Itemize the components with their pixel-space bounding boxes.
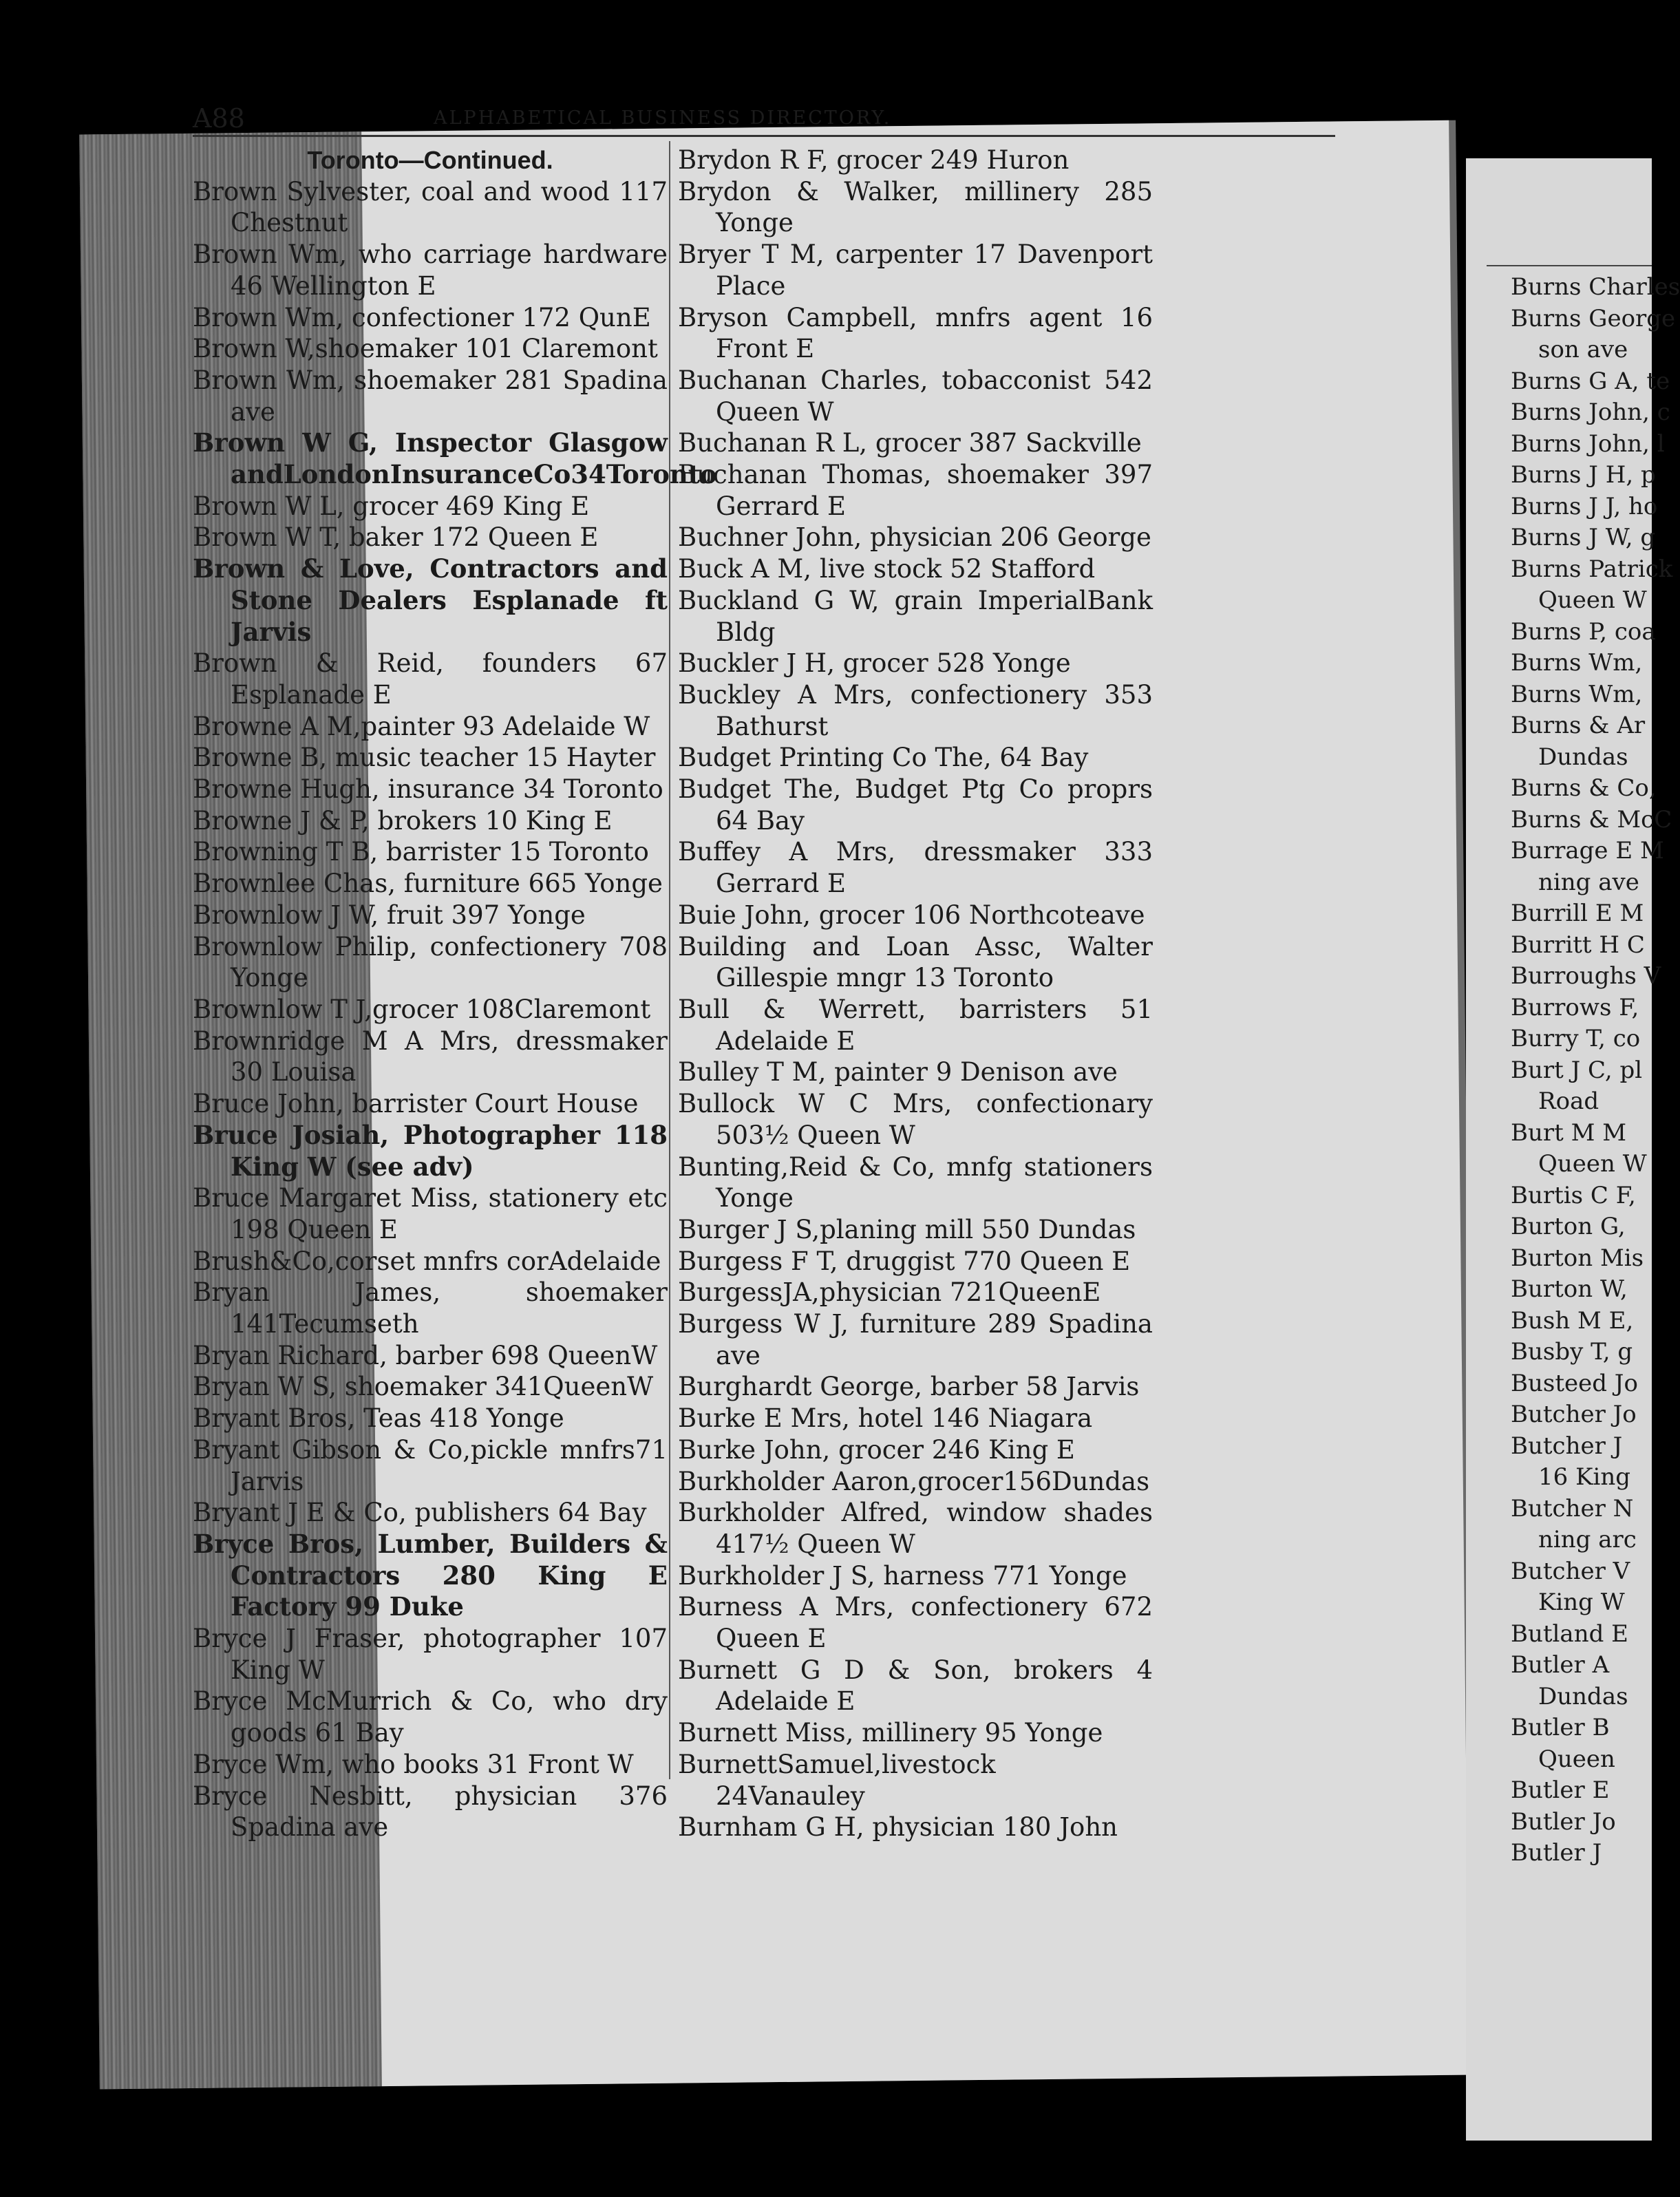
directory-entry: Burkholder Aaron,grocer156Dundas <box>678 1466 1150 1496</box>
directory-entry: Brown & Love, Contractors and Stone Dealers Esplanade ft Jarvis <box>193 553 668 647</box>
directory-entry: Burke E Mrs, hotel 146 Niagara <box>678 1403 1093 1434</box>
directory-entry: Browne B, music teacher 15 Hayter <box>193 743 656 773</box>
partial-entry: Burns Charles <box>1511 273 1680 301</box>
partial-entry: Burns G A, te <box>1511 367 1670 395</box>
partial-entry: 16 King <box>1538 1463 1631 1491</box>
directory-entry: Burgess W J, furniture 289 Spadina ave <box>678 1309 1153 1370</box>
partial-entry: Busby T, g <box>1511 1338 1633 1366</box>
partial-entry: Busteed Jo <box>1511 1369 1638 1397</box>
partial-entry: Dundas <box>1538 743 1628 771</box>
directory-entry: Burger J S,planing mill 550 Dundas <box>678 1214 1136 1244</box>
partial-entry: Butcher J <box>1511 1432 1623 1460</box>
directory-entry: Bryan W S, shoemaker 341QueenW <box>193 1372 654 1402</box>
directory-entry: Bruce John, barrister Court House <box>193 1089 639 1119</box>
directory-entry: Brown Sylvester, coal and wood 117 Chestnut <box>193 176 668 238</box>
directory-entry: Brownlow Philip, confectionery 708 Yonge <box>193 931 668 993</box>
partial-entry: Burns J J, ho <box>1511 492 1658 520</box>
partial-entry: Dundas <box>1538 1682 1628 1710</box>
directory-entry: Bulley T M, painter 9 Denison ave <box>678 1057 1118 1087</box>
directory-entry: Buffey A Mrs, dressmaker 333 Gerrard E <box>678 837 1153 899</box>
partial-entry: Queen W <box>1538 586 1647 614</box>
partial-entry: Burton Mis <box>1511 1244 1644 1272</box>
directory-entry: Brown Wm, confectioner 172 QunE <box>193 302 651 332</box>
directory-entry: Brown W T, baker 172 Queen E <box>193 522 599 553</box>
partial-entry: Burns George <box>1511 304 1676 332</box>
directory-entry: Bull & Werrett, barristers 51 Adelaide E <box>678 994 1153 1056</box>
directory-entry: Brown Wm, who carriage hardware 46 Wellington E <box>193 240 668 301</box>
partial-entry: Burns J H, p <box>1511 461 1656 489</box>
partial-entry: Burns John, l <box>1511 429 1665 458</box>
directory-entry: Bryce Nesbitt, physician 376 Spadina ave <box>193 1781 668 1843</box>
partial-entry: Burry T, co <box>1511 1025 1641 1052</box>
partial-entry: Burrill E M <box>1511 900 1644 927</box>
partial-entry: Burns Wm, <box>1511 649 1643 677</box>
directory-entry: BurnettSamuel,livestock 24Vanauley <box>678 1749 996 1811</box>
partial-entry: Butcher N <box>1511 1494 1634 1522</box>
directory-entry: Bryce Bros, Lumber, Builders & Contractors 280 King E Factory 99 Duke <box>193 1528 668 1622</box>
directory-entry: Browne Hugh, insurance 34 Toronto <box>193 774 663 805</box>
page-title: ALPHABETICAL BUSINESS DIRECTORY. <box>434 107 892 129</box>
partial-entry: Burton G, <box>1511 1213 1626 1240</box>
directory-entry: Burke John, grocer 246 King E <box>678 1434 1075 1465</box>
partial-column <box>1511 272 1680 1869</box>
directory-entry: Burnett Miss, millinery 95 Yonge <box>678 1718 1103 1748</box>
left-column <box>193 145 717 1843</box>
partial-entry: Queen W <box>1538 1150 1647 1178</box>
partial-entry: Road <box>1538 1087 1599 1115</box>
partial-entry: Burns Patrick <box>1511 555 1673 583</box>
partial-entry: Butcher V <box>1511 1557 1630 1585</box>
directory-entry: Bryer T M, carpenter 17 Davenport Place <box>678 240 1153 301</box>
directory-entry: Brownridge M A Mrs, dressmaker 30 Louisa <box>193 1026 668 1087</box>
directory-entry: Buckland G W, grain ImperialBank Bldg <box>678 585 1153 647</box>
directory-entry: Bryce J Fraser, photographer 107 King W <box>193 1624 668 1685</box>
partial-entry: Burton W, <box>1511 1275 1628 1303</box>
directory-entry: Brownlee Chas, furniture 665 Yonge <box>193 869 663 899</box>
partial-entry: Burns John, c <box>1511 399 1670 426</box>
section-heading: Toronto—Continued. <box>307 146 553 174</box>
partial-entry: Burns J W, g <box>1511 524 1656 551</box>
directory-entry: Bruce Margaret Miss, stationery etc 198 Queen E <box>193 1183 668 1244</box>
partial-entry: Butler A <box>1511 1651 1610 1679</box>
partial-entry: King W <box>1538 1589 1625 1616</box>
partial-entry: Burns & McC <box>1511 805 1672 834</box>
partial-entry: Queen <box>1538 1745 1615 1773</box>
directory-entry: Brydon R F, grocer 249 Huron <box>678 145 1070 175</box>
directory-entry: Brush&Co,corset mnfrs corAdelaide <box>193 1246 661 1276</box>
partial-entry: Burritt H C <box>1511 931 1645 959</box>
directory-entry: Burnett G D & Son, brokers 4 Adelaide E <box>678 1655 1153 1717</box>
directory-entry: Brown W,shoemaker 101 Claremont <box>193 334 658 364</box>
directory-entry: Bryan James, shoemaker 141Tecumseth <box>193 1277 668 1339</box>
partial-entry: Burns Wm, <box>1511 680 1643 708</box>
partial-entry: Burns P, coa <box>1511 617 1656 646</box>
right-column <box>678 145 1153 1843</box>
directory-entry: Bunting,Reid & Co, mnfg stationers Yonge <box>678 1151 1153 1213</box>
directory-entry: Bruce Josiah, Photographer 118 King W (see adv) <box>193 1119 668 1182</box>
column-divider <box>669 141 670 1779</box>
directory-entry: Buchanan R L, grocer 387 Sackville <box>678 428 1142 458</box>
page-header <box>193 103 1335 134</box>
directory-entry: Buckler J H, grocer 528 Yonge <box>678 648 1071 679</box>
directory-entry: Brown Wm, shoemaker 281 Spadina ave <box>193 365 668 427</box>
directory-entry: Burgess F T, druggist 770 Queen E <box>678 1246 1131 1276</box>
directory-entry: Building and Loan Assc, Walter Gillespie mngr 13 Toronto <box>678 931 1153 993</box>
directory-entry: Browne A M,painter 93 Adelaide W <box>193 711 650 741</box>
directory-entry: Buchner John, physician 206 George <box>678 522 1151 553</box>
directory-entry: BurgessJA,physician 721QueenE <box>678 1277 1101 1308</box>
directory-entry: Buchanan Thomas, shoemaker 397 Gerrard E <box>678 460 1153 521</box>
directory-entry: Bullock W C Mrs, confectionary 503½ Queen W <box>678 1089 1153 1150</box>
partial-entry: Burrage E M <box>1511 837 1664 864</box>
directory-entry: Burness A Mrs, confectionery 672 Queen E <box>678 1592 1153 1654</box>
partial-entry: Butler E <box>1511 1776 1610 1804</box>
directory-entry: Browning T B, barrister 15 Toronto <box>193 837 649 867</box>
partial-entry: Burt J C, pl <box>1511 1056 1643 1084</box>
directory-entry: Browne J & P, brokers 10 King E <box>193 805 613 836</box>
directory-entry: Bryson Campbell, mnfrs agent 16 Front E <box>678 302 1153 364</box>
partial-entry: Butcher Jo <box>1511 1401 1637 1428</box>
partial-entry: Bush M E, <box>1511 1306 1634 1335</box>
directory-entry: Brown W L, grocer 469 King E <box>193 491 590 521</box>
directory-entry: Brown & Reid, founders 67 Esplanade E <box>193 648 668 710</box>
adjacent-header-rule <box>1487 265 1652 266</box>
directory-entry: Bryant Bros, Teas 418 Yonge <box>193 1403 564 1434</box>
directory-entry: Brownlow J W, fruit 397 Yonge <box>193 900 586 930</box>
directory-entry: Buie John, grocer 106 Northcoteave <box>678 900 1145 930</box>
directory-entry: Bryant J E & Co, publishers 64 Bay <box>193 1498 647 1528</box>
partial-entry: ning ave <box>1538 868 1639 896</box>
directory-entry: Bryce McMurrich & Co, who dry goods 61 Bay <box>193 1686 668 1748</box>
directory-entry: Burghardt George, barber 58 Jarvis <box>678 1372 1140 1402</box>
directory-entry: Bryce Wm, who books 31 Front W <box>193 1749 634 1779</box>
directory-entry: Brydon & Walker, millinery 285 Yonge <box>678 176 1153 238</box>
directory-entry: Buchanan Charles, tobacconist 542 Queen W <box>678 365 1153 427</box>
directory-entry: Brownlow T J,grocer 108Claremont <box>193 994 651 1024</box>
partial-entry: Burrows F, <box>1511 993 1639 1021</box>
partial-entry: Burtis C F, <box>1511 1181 1636 1209</box>
partial-entry: Butland E <box>1511 1620 1628 1648</box>
directory-entry: Bryant Gibson & Co,pickle mnfrs71 Jarvis <box>193 1434 668 1496</box>
directory-entry: Bryan Richard, barber 698 QueenW <box>193 1340 658 1370</box>
directory-entry: Burkholder Alfred, window shades 417½ Queen W <box>678 1498 1153 1559</box>
partial-entry: Butler Jo <box>1511 1807 1616 1836</box>
directory-entry: Burkholder J S, harness 771 Yonge <box>678 1560 1127 1591</box>
directory-entry: Brown W G, Inspector Glasgow andLondonInsuranceCo34Toronto <box>193 427 717 490</box>
partial-entry: Butler J <box>1511 1839 1602 1867</box>
page-number: A88 <box>193 103 245 134</box>
partial-entry: Butler B <box>1511 1714 1610 1741</box>
partial-entry: Burt M M <box>1511 1118 1627 1147</box>
header-rule <box>193 135 1335 137</box>
partial-entry: Burns & Co, <box>1511 774 1657 802</box>
partial-entry: ning arc <box>1538 1526 1637 1553</box>
partial-entry: Burns & Ar <box>1511 712 1646 739</box>
directory-entry: Buck A M, live stock 52 Stafford <box>678 554 1096 584</box>
partial-entry: Burroughs V <box>1511 962 1661 990</box>
directory-entry: Budget Printing Co The, 64 Bay <box>678 743 1089 773</box>
directory-entry: Buckley A Mrs, confectionery 353 Bathurst <box>678 679 1153 741</box>
directory-entry: Burnham G H, physician 180 John <box>678 1812 1118 1843</box>
directory-entry: Budget The, Budget Ptg Co proprs 64 Bay <box>678 774 1153 836</box>
partial-entry: son ave <box>1538 336 1628 363</box>
